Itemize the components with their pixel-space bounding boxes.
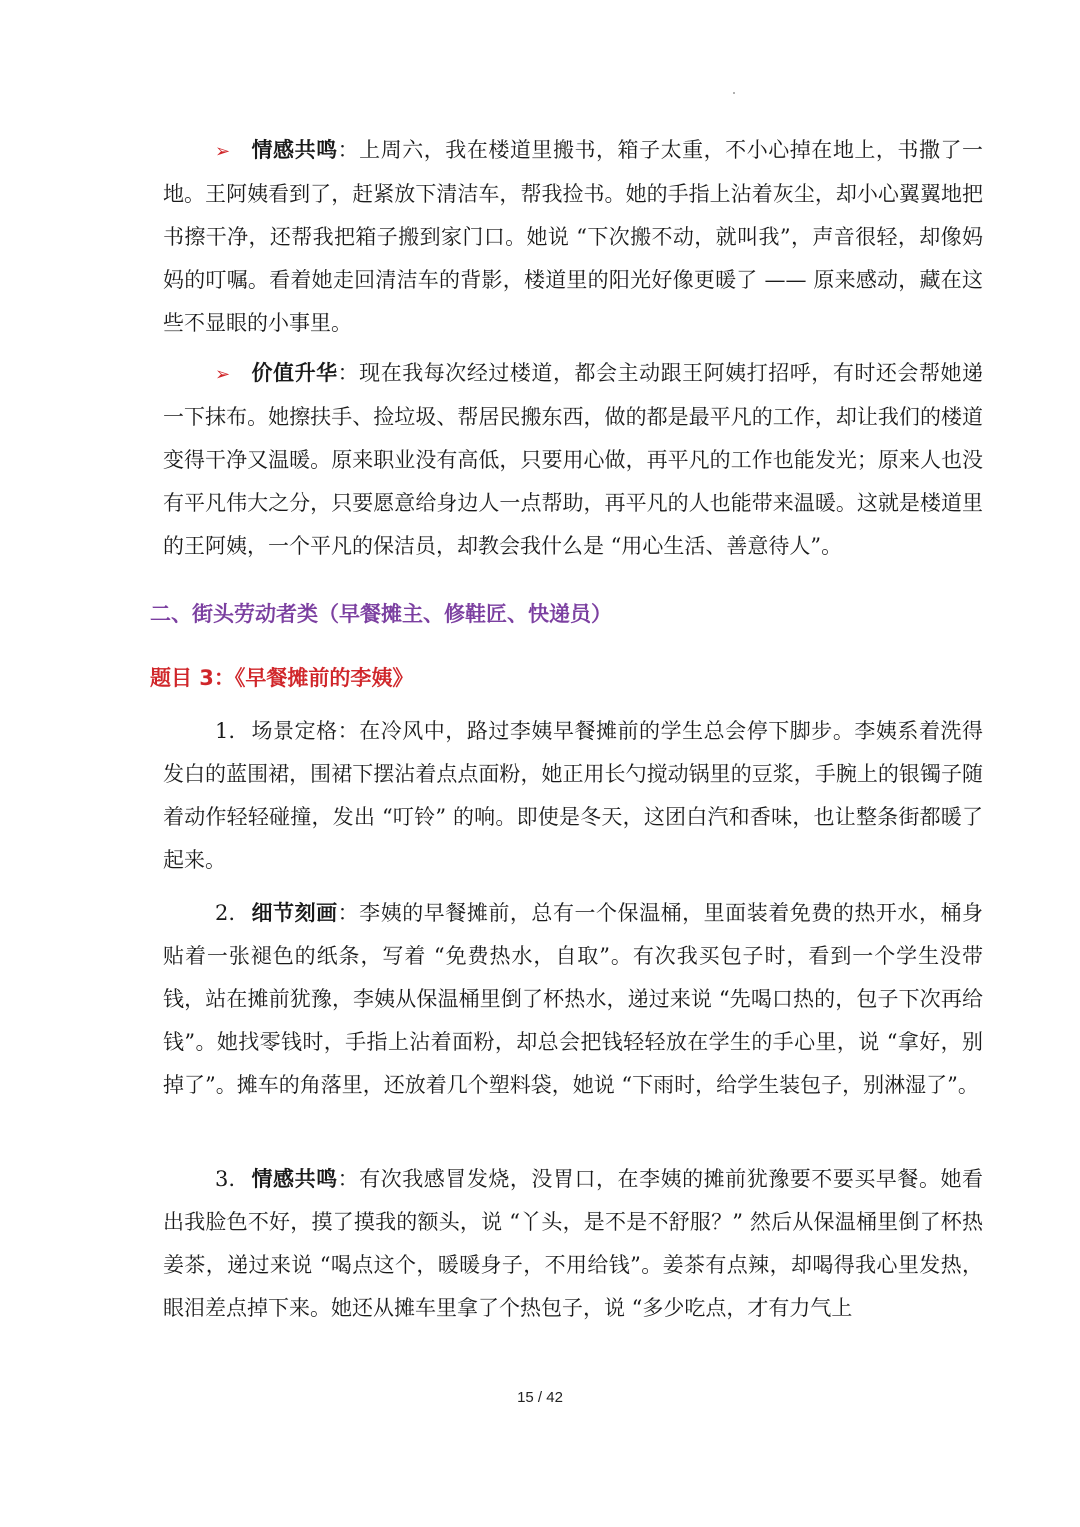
arrow-bullet-icon: ➢ — [215, 141, 231, 162]
stray-dot — [733, 92, 735, 94]
numbered-paragraph-1 — [163, 710, 983, 882]
paragraph-label: 情感共鸣 — [251, 137, 338, 162]
paragraph-number: 3. — [215, 1167, 236, 1191]
numbered-paragraph-2 — [163, 891, 983, 1107]
section-heading: 二、街头劳动者类（早餐摊主、修鞋匠、快递员） — [150, 602, 612, 626]
paragraph-emotional-resonance-1 — [163, 128, 983, 345]
paragraph-label: 情感共鸣 — [251, 1166, 338, 1191]
paragraph-text: ：现在我每次经过楼道，都会主动跟王阿姨打招呼，有时还会帮她递一下抹布。她擦扶手、捡垃圾、帮居民搬东西，做的都是最平凡的工作，却让我们的楼道变得干净又温暖。原来职业没有高低，只要用心做，再平凡的工作也能发光；原来人也没有平凡伟大之分，只要愿意给身边人一点帮助，再平凡的人也能带来温暖。这就是楼道里的王阿姨，一个平凡的保洁员，却教会我什么是 “用心生活、善意待人”。 — [163, 361, 984, 558]
arrow-bullet-icon: ➢ — [215, 364, 231, 385]
paragraph-text: ：有次我感冒发烧，没胃口，在李姨的摊前犹豫要不要买早餐。她看出我脸色不好，摸了摸我的额头，说 “丫头，是不是不舒服？” 然后从保温桶里倒了杯热姜茶，递过来说 “喝点这个，暖暖身子，不用给钱”。姜茶有点辣，却喝得我心里发热，眼泪差点掉下来。她还从摊车里拿了个热包子，说 “多少吃点，才有力气上 — [163, 1167, 984, 1320]
paragraph-number: 2. — [215, 901, 236, 925]
paragraph-text: 场景定格：在冷风中，路过李姨早餐摊前的学生总会停下脚步。李姨系着洗得发白的蓝围裙，围裙下摆沾着点点面粉，她正用长勺搅动锅里的豆浆，手腕上的银镯子随着动作轻轻碰撞，发出 “叮铃” 的响。即使是冬天，这团白汽和香味，也让整条街都暖了起来。 — [163, 719, 983, 872]
page-number: 15 / 42 — [517, 1389, 563, 1406]
paragraph-text: ：李姨的早餐摊前，总有一个保温桶，里面装着免费的热开水，桶身贴着一张褪色的纸条，写着 “免费热水，自取”。有次我买包子时，看到一个学生没带钱，站在摊前犹豫，李姨从保温桶里倒了杯热水，递过来说 “先喝口热的，包子下次再给钱”。她找零钱时，手指上沾着面粉，却总会把钱轻轻放在学生的手心里，说 “拿好，别掉了”。摊车的角落里，还放着几个塑料袋，她说 “下雨时，给学生装包子，别淋湿了”。 — [163, 901, 984, 1097]
paragraph-label: 价值升华 — [251, 360, 338, 385]
topic-heading: 题目 3：《早餐摊前的李姨》 — [150, 666, 414, 690]
paragraph-number: 1. — [215, 719, 236, 743]
numbered-paragraph-3 — [163, 1157, 983, 1330]
paragraph-label: 细节刻画 — [251, 900, 338, 925]
paragraph-value-elevation — [163, 351, 983, 568]
paragraph-text: ：上周六，我在楼道里搬书，箱子太重，不小心掉在地上，书撒了一地。王阿姨看到了，赶紧放下清洁车，帮我捡书。她的手指上沾着灰尘，却小心翼翼地把书擦干净，还帮我把箱子搬到家门口。她说 “下次搬不动，就叫我”，声音很轻，却像妈妈的叮嘱。看着她走回清洁车的背影，楼道里的阳光好像更暖了 —— 原来感动，藏在这些不显眼的小事里。 — [163, 138, 984, 335]
